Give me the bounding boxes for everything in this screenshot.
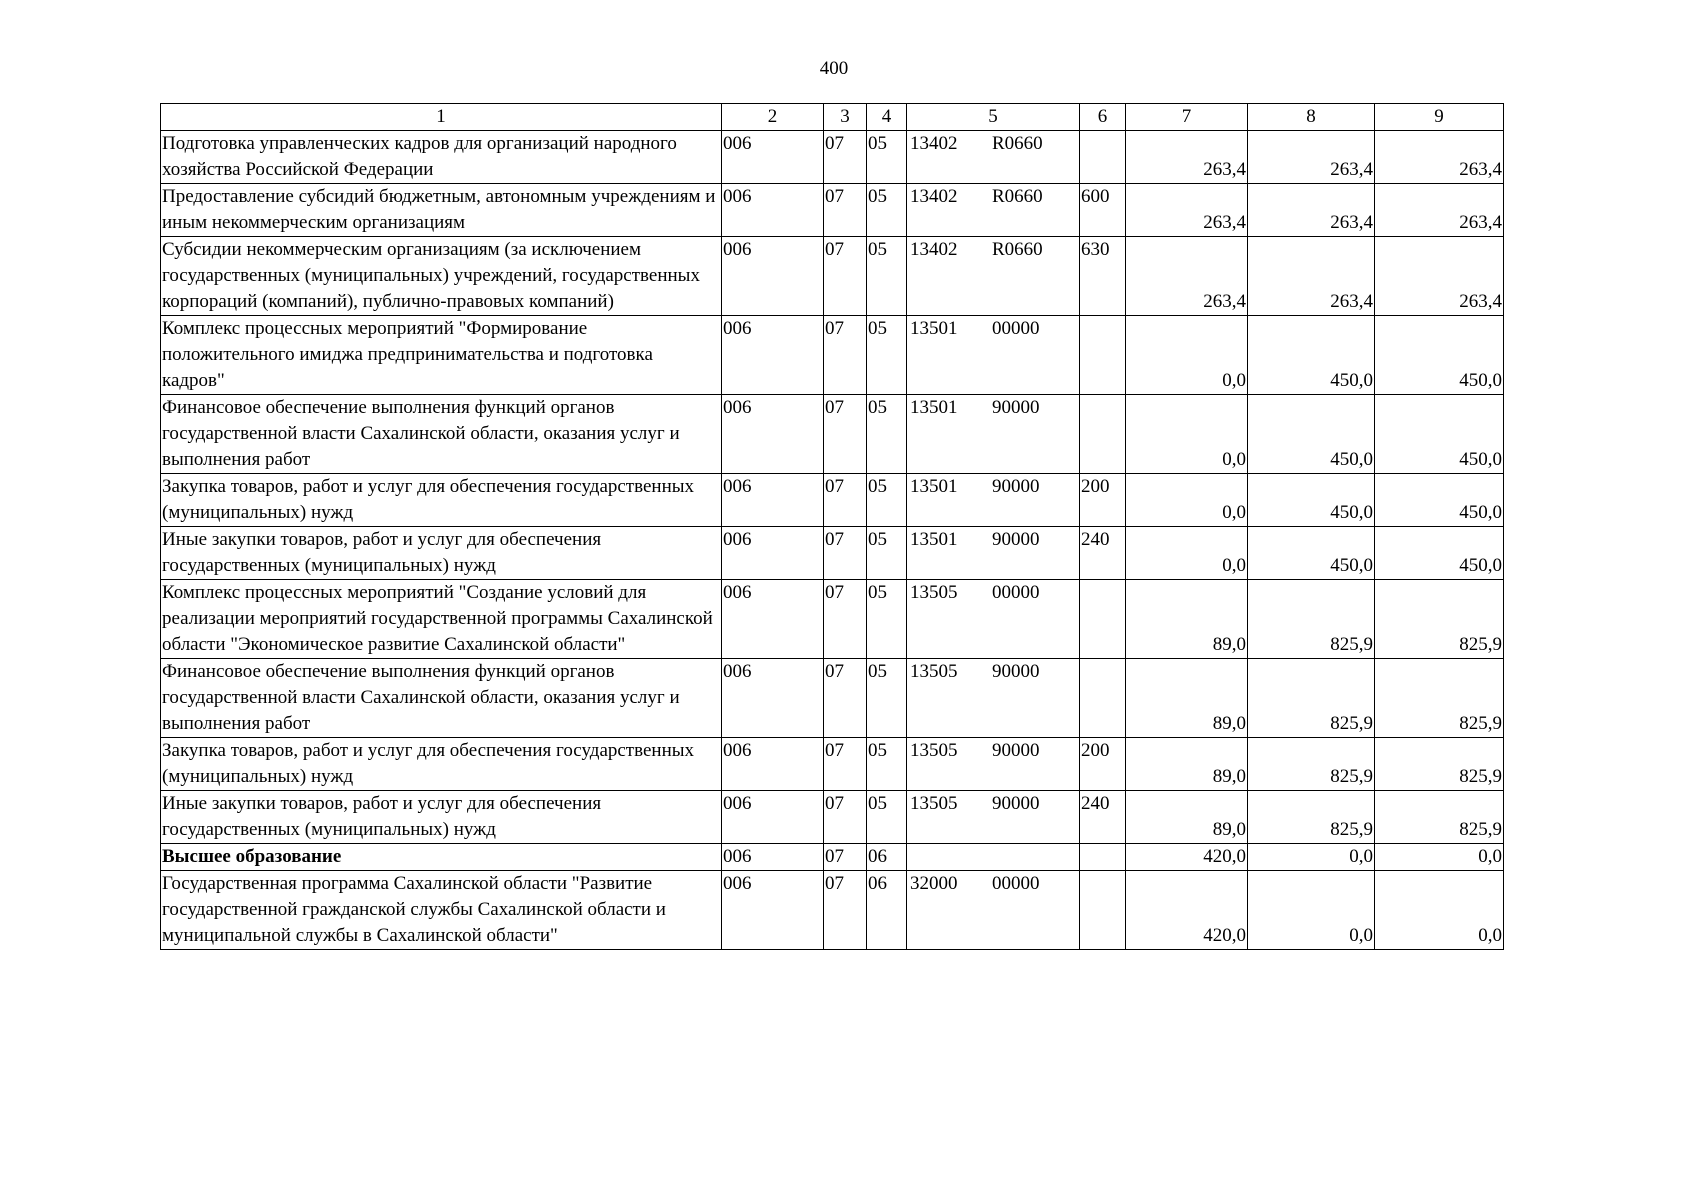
section-code-cell: 07	[824, 580, 867, 659]
header-cell: 3	[824, 104, 867, 131]
subsection-code-cell: 05	[867, 316, 907, 395]
amount-year2-cell: 825,9	[1248, 791, 1375, 844]
item-name-cell: Предоставление субсидий бюджетным, автономным учреждениям и иным некоммерческим организациям	[161, 184, 722, 237]
amount-year3-cell: 825,9	[1375, 738, 1504, 791]
amount-year1-cell: 263,4	[1126, 237, 1248, 316]
amount-year1-cell: 420,0	[1126, 844, 1248, 871]
amount-year3-cell: 450,0	[1375, 316, 1504, 395]
program-code: 13501	[910, 529, 958, 550]
subsection-code-cell: 05	[867, 580, 907, 659]
amount-year2-cell: 825,9	[1248, 738, 1375, 791]
program-code: 32000	[910, 873, 958, 894]
direction-code: R0660	[992, 186, 1043, 207]
amount-year3-cell: 263,4	[1375, 184, 1504, 237]
item-name-cell: Комплекс процессных мероприятий "Формирование положительного имиджа предпринимательства и подготовка кадров"	[161, 316, 722, 395]
direction-code: R0660	[992, 133, 1043, 154]
amount-year1-cell: 0,0	[1126, 527, 1248, 580]
direction-code: 00000	[992, 318, 1040, 339]
subsection-code-cell: 06	[867, 871, 907, 950]
section-code-cell: 07	[824, 791, 867, 844]
target-article-cell	[907, 237, 1080, 316]
subsection-code-cell: 05	[867, 527, 907, 580]
page-number: 400	[819, 58, 849, 79]
header-cell: 9	[1375, 104, 1504, 131]
section-code-cell: 07	[824, 237, 867, 316]
direction-code: 00000	[992, 873, 1040, 894]
header-cell: 2	[722, 104, 824, 131]
item-name-cell: Иные закупки товаров, работ и услуг для обеспечения государственных (муниципальных) нужд	[161, 527, 722, 580]
expense-type-cell	[1080, 580, 1126, 659]
table-row	[161, 474, 1504, 527]
item-name-cell: Закупка товаров, работ и услуг для обеспечения государственных (муниципальных) нужд	[161, 474, 722, 527]
header-cell: 1	[161, 104, 722, 131]
amount-year1-cell: 89,0	[1126, 659, 1248, 738]
target-article-cell	[907, 871, 1080, 950]
amount-year2-cell: 263,4	[1248, 131, 1375, 184]
direction-code: 90000	[992, 529, 1040, 550]
item-name-cell: Финансовое обеспечение выполнения функций органов государственной власти Сахалинской области, оказания услуг и выполнения работ	[161, 395, 722, 474]
expense-type-cell	[1080, 131, 1126, 184]
program-code: 13501	[910, 397, 958, 418]
ministry-code-cell: 006	[722, 316, 824, 395]
amount-year1-cell: 263,4	[1126, 184, 1248, 237]
expense-type-cell	[1080, 316, 1126, 395]
target-article-cell	[907, 131, 1080, 184]
table-row	[161, 580, 1504, 659]
amount-year1-cell: 0,0	[1126, 474, 1248, 527]
header-cell: 6	[1080, 104, 1126, 131]
target-article-cell	[907, 395, 1080, 474]
amount-year3-cell: 0,0	[1375, 871, 1504, 950]
table-row	[161, 871, 1504, 950]
program-code: 13501	[910, 318, 958, 339]
subsection-code-cell: 05	[867, 738, 907, 791]
ministry-code-cell: 006	[722, 738, 824, 791]
subsection-code-cell: 05	[867, 395, 907, 474]
item-name-cell: Закупка товаров, работ и услуг для обеспечения государственных (муниципальных) нужд	[161, 738, 722, 791]
table-row	[161, 738, 1504, 791]
section-code-cell: 07	[824, 131, 867, 184]
program-code: 13402	[910, 133, 958, 154]
ministry-code-cell: 006	[722, 580, 824, 659]
program-code: 13505	[910, 661, 958, 682]
table-header-row	[161, 104, 1504, 131]
amount-year2-cell: 450,0	[1248, 527, 1375, 580]
subsection-code-cell: 05	[867, 474, 907, 527]
target-article-cell	[907, 580, 1080, 659]
target-article-cell	[907, 844, 1080, 871]
ministry-code-cell: 006	[722, 395, 824, 474]
expense-type-cell: 600	[1080, 184, 1126, 237]
amount-year2-cell: 450,0	[1248, 316, 1375, 395]
section-code-cell: 07	[824, 738, 867, 791]
amount-year2-cell: 263,4	[1248, 237, 1375, 316]
program-code: 13505	[910, 793, 958, 814]
amount-year3-cell: 450,0	[1375, 527, 1504, 580]
section-code-cell: 07	[824, 527, 867, 580]
amount-year3-cell: 0,0	[1375, 844, 1504, 871]
subsection-code-cell: 05	[867, 184, 907, 237]
header-cell: 8	[1248, 104, 1375, 131]
table-row	[161, 659, 1504, 738]
expense-type-cell	[1080, 659, 1126, 738]
ministry-code-cell: 006	[722, 659, 824, 738]
header-cell: 7	[1126, 104, 1248, 131]
item-name-cell: Подготовка управленческих кадров для организаций народного хозяйства Российской Федерации	[161, 131, 722, 184]
amount-year1-cell: 89,0	[1126, 738, 1248, 791]
table-row	[161, 844, 1504, 871]
amount-year1-cell: 263,4	[1126, 131, 1248, 184]
amount-year3-cell: 263,4	[1375, 237, 1504, 316]
subsection-code-cell: 05	[867, 791, 907, 844]
section-code-cell: 07	[824, 844, 867, 871]
table-row	[161, 131, 1504, 184]
amount-year2-cell: 450,0	[1248, 474, 1375, 527]
direction-code: 90000	[992, 476, 1040, 497]
expense-type-cell	[1080, 395, 1126, 474]
table-row	[161, 316, 1504, 395]
direction-code: 90000	[992, 397, 1040, 418]
ministry-code-cell: 006	[722, 791, 824, 844]
expense-type-cell: 200	[1080, 738, 1126, 791]
section-code-cell: 07	[824, 659, 867, 738]
target-article-cell	[907, 791, 1080, 844]
direction-code: R0660	[992, 239, 1043, 260]
header-cell: 4	[867, 104, 907, 131]
table-row	[161, 527, 1504, 580]
subsection-code-cell: 05	[867, 659, 907, 738]
section-code-cell: 07	[824, 871, 867, 950]
amount-year1-cell: 0,0	[1126, 395, 1248, 474]
budget-table	[160, 103, 1504, 950]
ministry-code-cell: 006	[722, 237, 824, 316]
program-code: 13505	[910, 740, 958, 761]
item-name-cell: Субсидии некоммерческим организациям (за исключением государственных (муниципальных) учреждений, государственных корпораций (компаний), публично-правовых компаний)	[161, 237, 722, 316]
amount-year3-cell: 825,9	[1375, 659, 1504, 738]
target-article-cell	[907, 184, 1080, 237]
target-article-cell	[907, 474, 1080, 527]
table-row	[161, 237, 1504, 316]
amount-year3-cell: 825,9	[1375, 580, 1504, 659]
subsection-code-cell: 06	[867, 844, 907, 871]
ministry-code-cell: 006	[722, 844, 824, 871]
amount-year1-cell: 420,0	[1126, 871, 1248, 950]
amount-year2-cell: 0,0	[1248, 871, 1375, 950]
expense-type-cell	[1080, 844, 1126, 871]
amount-year3-cell: 263,4	[1375, 131, 1504, 184]
section-code-cell: 07	[824, 474, 867, 527]
direction-code: 90000	[992, 793, 1040, 814]
ministry-code-cell: 006	[722, 871, 824, 950]
direction-code: 90000	[992, 740, 1040, 761]
expense-type-cell: 240	[1080, 791, 1126, 844]
program-code: 13501	[910, 476, 958, 497]
section-code-cell: 07	[824, 184, 867, 237]
amount-year1-cell: 89,0	[1126, 791, 1248, 844]
amount-year2-cell: 825,9	[1248, 580, 1375, 659]
item-name-cell: Государственная программа Сахалинской области "Развитие государственной гражданской службы Сахалинской области и муниципальной службы в Сахалинской области"	[161, 871, 722, 950]
table-row	[161, 791, 1504, 844]
amount-year3-cell: 825,9	[1375, 791, 1504, 844]
item-name-cell: Высшее образование	[161, 844, 722, 871]
amount-year3-cell: 450,0	[1375, 395, 1504, 474]
amount-year2-cell: 0,0	[1248, 844, 1375, 871]
program-code: 13402	[910, 239, 958, 260]
table-row	[161, 395, 1504, 474]
section-code-cell: 07	[824, 395, 867, 474]
amount-year3-cell: 450,0	[1375, 474, 1504, 527]
subsection-code-cell: 05	[867, 237, 907, 316]
ministry-code-cell: 006	[722, 527, 824, 580]
program-code: 13505	[910, 582, 958, 603]
direction-code: 90000	[992, 661, 1040, 682]
item-name-cell: Иные закупки товаров, работ и услуг для обеспечения государственных (муниципальных) нужд	[161, 791, 722, 844]
ministry-code-cell: 006	[722, 131, 824, 184]
ministry-code-cell: 006	[722, 474, 824, 527]
item-name-cell: Комплекс процессных мероприятий "Создание условий для реализации мероприятий государственной программы Сахалинской области "Экономическое развитие Сахалинской области"	[161, 580, 722, 659]
ministry-code-cell: 006	[722, 184, 824, 237]
target-article-cell	[907, 738, 1080, 791]
amount-year2-cell: 450,0	[1248, 395, 1375, 474]
header-cell: 5	[907, 104, 1080, 131]
direction-code: 00000	[992, 582, 1040, 603]
expense-type-cell: 200	[1080, 474, 1126, 527]
subsection-code-cell: 05	[867, 131, 907, 184]
table-row	[161, 184, 1504, 237]
amount-year1-cell: 89,0	[1126, 580, 1248, 659]
target-article-cell	[907, 527, 1080, 580]
expense-type-cell: 630	[1080, 237, 1126, 316]
expense-type-cell	[1080, 871, 1126, 950]
amount-year1-cell: 0,0	[1126, 316, 1248, 395]
amount-year2-cell: 825,9	[1248, 659, 1375, 738]
section-code-cell: 07	[824, 316, 867, 395]
target-article-cell	[907, 316, 1080, 395]
program-code: 13402	[910, 186, 958, 207]
amount-year2-cell: 263,4	[1248, 184, 1375, 237]
item-name-cell: Финансовое обеспечение выполнения функций органов государственной власти Сахалинской области, оказания услуг и выполнения работ	[161, 659, 722, 738]
expense-type-cell: 240	[1080, 527, 1126, 580]
target-article-cell	[907, 659, 1080, 738]
